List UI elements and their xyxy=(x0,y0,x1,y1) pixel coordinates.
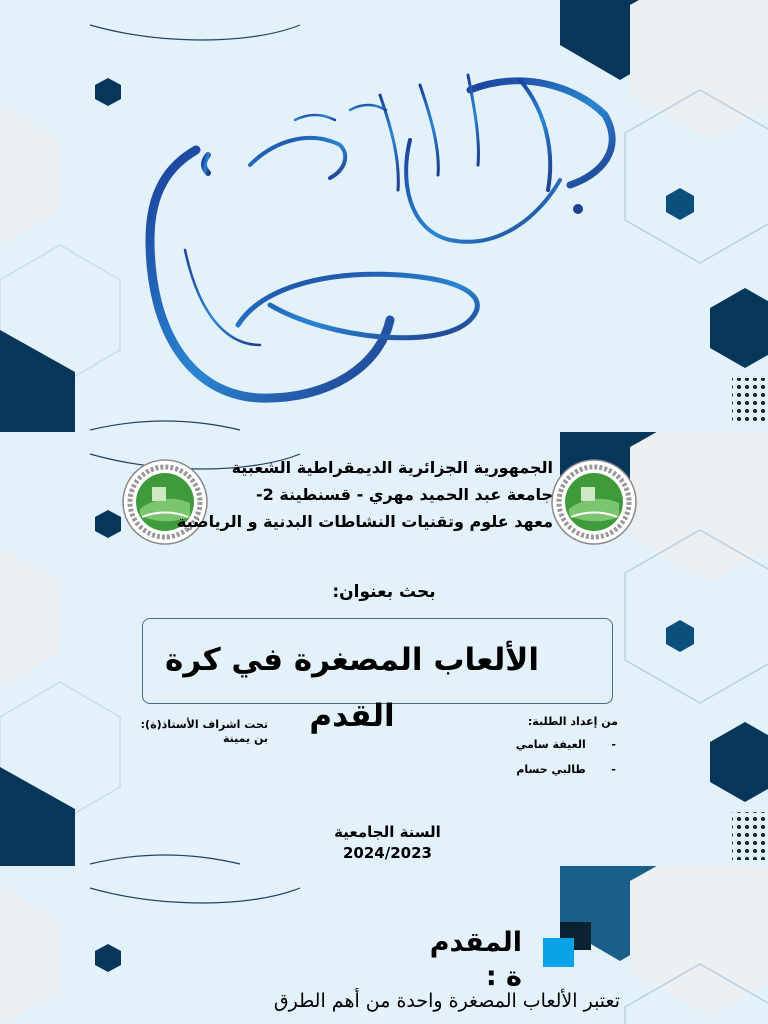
supervision-label: تحت اشراف الأستاذ(ة): xyxy=(140,718,268,731)
hexagon-shape xyxy=(0,105,60,245)
student-list-item xyxy=(516,763,616,777)
republic-name: الجمهورية الجزائرية الديمقراطية الشعبية xyxy=(231,458,553,477)
research-title-line-2: القدم xyxy=(309,698,395,734)
introduction-heading xyxy=(430,926,522,994)
research-title-line-1: الألعاب المصغرة في كرة xyxy=(165,642,539,678)
hexagon-shape xyxy=(0,330,75,432)
introduction-paragraph: تعتبر الألعاب المصغرة واحدة من أهم الطرق xyxy=(273,990,620,1012)
university-seal-icon xyxy=(551,459,637,545)
student-name: العيفة سامي xyxy=(515,738,586,751)
basmala-calligraphy xyxy=(150,75,612,398)
cover-slide xyxy=(0,0,768,432)
hexagon-shape xyxy=(95,78,121,106)
hexagon-shape xyxy=(710,288,768,368)
hexagon-shape xyxy=(666,620,694,652)
prepared-by-label: من إعداد الطلبة: xyxy=(527,715,618,728)
academic-year xyxy=(0,822,768,864)
hexagon-shape xyxy=(666,188,694,220)
title-slide xyxy=(0,432,768,866)
student-name: طالبي حسام xyxy=(516,763,586,776)
student-list-item xyxy=(516,738,616,752)
hexagon-shape xyxy=(0,547,60,687)
hexagon-shape xyxy=(95,944,121,972)
institute-name: معهد علوم وتقنيات النشاطات البدنية و الرياضية xyxy=(176,512,553,531)
cover-background xyxy=(0,0,768,432)
hexagon-shape xyxy=(95,510,121,538)
institution-header xyxy=(133,454,553,535)
hexagon-shape xyxy=(0,886,60,1024)
introduction-heading-line-2: ة : xyxy=(485,961,522,992)
university-name: جامعة عبد الحميد مهري - قسنطينة 2- xyxy=(256,485,553,504)
square-bullet-icon xyxy=(543,922,591,967)
hexagon-shape xyxy=(630,432,768,582)
supervisor-name: بن يمينة xyxy=(222,732,268,745)
introduction-heading-line-1: المقدم xyxy=(429,927,522,958)
research-label: بحث بعنوان: xyxy=(332,582,436,602)
list-marker: - xyxy=(611,763,616,776)
list-marker: - xyxy=(611,738,616,751)
hexagon-shape xyxy=(710,722,768,802)
introduction-slide xyxy=(0,866,768,1024)
hexagon-shape xyxy=(630,866,768,1016)
academic-year-value: 2024/2023 xyxy=(343,844,432,862)
supervision-block xyxy=(141,718,268,746)
academic-year-label: السنة الجامعية xyxy=(334,823,441,841)
